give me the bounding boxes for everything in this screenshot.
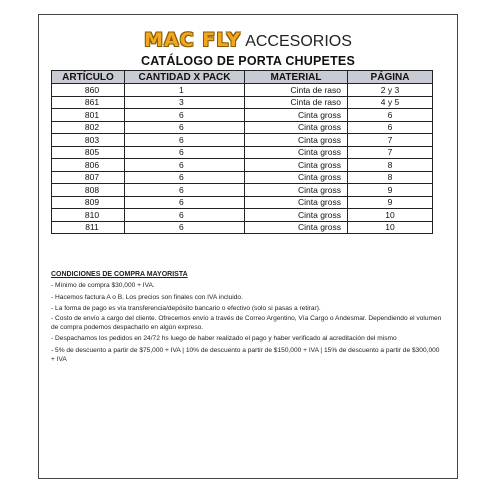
cell-articulo: 809 xyxy=(52,196,125,209)
cell-material: Cinta gross xyxy=(245,221,348,234)
table-row xyxy=(52,96,433,109)
cell-pagina: 6 xyxy=(348,121,433,134)
cell-articulo: 860 xyxy=(52,84,125,97)
cell-cantidad: 6 xyxy=(125,184,245,197)
table-row xyxy=(52,221,433,234)
table-row xyxy=(52,146,433,159)
cell-material: Cinta gross xyxy=(245,159,348,172)
condition-item: - Despachamos los pedidos en 24/72 hs luego de haber realizado el pago y haber verificado al acreditación del mismo xyxy=(51,335,397,343)
cell-pagina: 7 xyxy=(348,146,433,159)
header-pagina: PÁGINA xyxy=(348,71,433,84)
cell-material: Cinta gross xyxy=(245,171,348,184)
cell-articulo: 807 xyxy=(52,171,125,184)
table-body xyxy=(52,84,433,234)
cell-articulo: 810 xyxy=(52,209,125,222)
table-row xyxy=(52,134,433,147)
cell-material: Cinta gross xyxy=(245,134,348,147)
cell-material: Cinta gross xyxy=(245,121,348,134)
cell-pagina: 6 xyxy=(348,109,433,122)
cell-cantidad: 6 xyxy=(125,146,245,159)
cell-articulo: 805 xyxy=(52,146,125,159)
brand-logo: MAC FLY xyxy=(144,29,242,51)
table-row xyxy=(52,196,433,209)
condition-item: - 5% de descuento a partir de $75,000 + IVA | 10% de descuento a partir de $150,000 + IVA | 15% de descuento a partir de $300,000 + IVA xyxy=(51,347,440,364)
header-material: MATERIAL xyxy=(245,71,348,84)
cell-cantidad: 6 xyxy=(125,209,245,222)
cell-material: Cinta de raso xyxy=(245,84,348,97)
cell-cantidad: 6 xyxy=(125,159,245,172)
cell-material: Cinta gross xyxy=(245,146,348,159)
table-row xyxy=(52,159,433,172)
cell-material: Cinta de raso xyxy=(245,96,348,109)
condition-item: - Mínimo de compra $30,000 + IVA. xyxy=(51,282,155,290)
catalog-title: CATÁLOGO DE PORTA CHUPETES xyxy=(140,54,355,68)
cell-articulo: 803 xyxy=(52,134,125,147)
cell-cantidad: 6 xyxy=(125,221,245,234)
cell-pagina: 4 y 5 xyxy=(348,96,433,109)
products-table xyxy=(51,70,433,234)
cell-cantidad: 6 xyxy=(125,109,245,122)
cell-pagina: 9 xyxy=(348,196,433,209)
cell-cantidad: 6 xyxy=(125,171,245,184)
header-cantidad: CANTIDAD X PACK xyxy=(125,71,245,84)
cell-pagina: 10 xyxy=(348,221,433,234)
cell-cantidad: 1 xyxy=(125,84,245,97)
cell-cantidad: 6 xyxy=(125,134,245,147)
cell-cantidad: 6 xyxy=(125,121,245,134)
condition-item: - La forma de pago es vía transferencia/depósito bancario o efectivo (solo si pasas a retirar). - Costo de envío a cargo del cliente. Ofrecemos envío a través de Correo Argentino, Vía Cargo o Andesmar. Dependiendo el volumen de compra podemos despacharlo en algún expreso. xyxy=(51,305,442,331)
cell-cantidad: 3 xyxy=(125,96,245,109)
catalog-page xyxy=(38,14,458,479)
cell-articulo: 808 xyxy=(52,184,125,197)
cell-pagina: 7 xyxy=(348,134,433,147)
condition-item: - Hacemos factura A o B. Los precios son finales con IVA incluido. xyxy=(51,293,243,301)
table-row xyxy=(52,171,433,184)
cell-articulo: 806 xyxy=(52,159,125,172)
table-header-row xyxy=(52,71,433,84)
cell-material: Cinta gross xyxy=(245,209,348,222)
cell-articulo: 801 xyxy=(52,109,125,122)
cell-articulo: 802 xyxy=(52,121,125,134)
table-row xyxy=(52,109,433,122)
table-row xyxy=(52,84,433,97)
cell-cantidad: 6 xyxy=(125,196,245,209)
conditions-section xyxy=(51,270,443,367)
conditions-title: CONDICIONES DE COMPRA MAYORISTA xyxy=(51,271,188,278)
cell-pagina: 8 xyxy=(348,159,433,172)
table-row xyxy=(52,184,433,197)
cell-pagina: 10 xyxy=(348,209,433,222)
cell-pagina: 9 xyxy=(348,184,433,197)
cell-pagina: 2 y 3 xyxy=(348,84,433,97)
cell-material: Cinta gross xyxy=(245,184,348,197)
conditions-list xyxy=(51,281,443,364)
cell-pagina: 8 xyxy=(348,171,433,184)
table-row xyxy=(52,209,433,222)
cell-material: Cinta gross xyxy=(245,196,348,209)
cell-articulo: 811 xyxy=(52,221,125,234)
brand-subtitle: ACCESORIOS xyxy=(245,33,352,50)
brand-header xyxy=(39,31,457,50)
table-row xyxy=(52,121,433,134)
cell-articulo: 861 xyxy=(52,96,125,109)
cell-material: Cinta gross xyxy=(245,109,348,122)
header-articulo: ARTÍCULO xyxy=(52,71,125,84)
